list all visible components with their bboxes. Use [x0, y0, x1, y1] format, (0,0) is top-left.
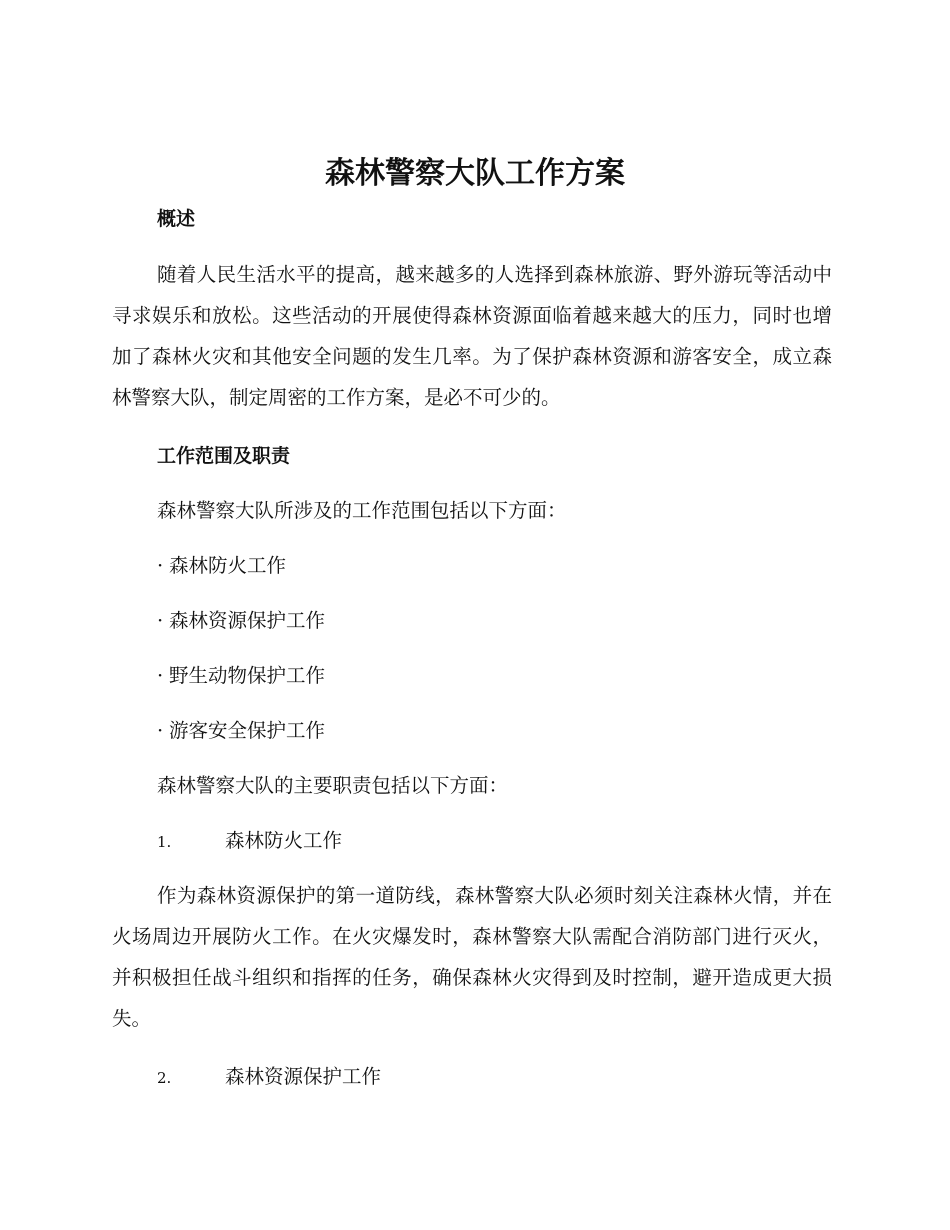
- bullet-dot: ·: [157, 554, 164, 577]
- bullet-dot: ·: [157, 664, 164, 687]
- section-heading-scope: 工作范围及职责: [157, 445, 291, 467]
- scope-item-text: 游客安全保护工作: [169, 719, 326, 742]
- scope-list-item: [157, 661, 325, 691]
- overview-paragraph: 随着人民生活水平的提高，越来越多的人选择到森林旅游、野外游玩等活动中寻求娱乐和放松。这些活动的开展使得森林资源面临着越来越大的压力，同时也增加了森林火灾和其他安全问题的发生几率。为了保护森林资源和游客安全，成立森林警察大队，制定周密的工作方案，是必不可少的。: [112, 263, 832, 409]
- scope-list-item: [157, 551, 286, 581]
- section-heading-overview: 概述: [157, 208, 196, 230]
- scope-list-item: [157, 716, 325, 746]
- duty-title: 森林资源保护工作: [225, 1065, 382, 1088]
- duty-heading: [157, 1062, 381, 1093]
- duties-intro: 森林警察大队的主要职责包括以下方面：: [157, 774, 509, 797]
- duty-paragraph: 作为森林资源保护的第一道防线，森林警察大队必须时刻关注森林火情，并在火场周边开展防火工作。在火灾爆发时，森林警察大队需配合消防部门进行灭火，并积极担任战斗组织和指挥的任务，确保森林火灾得到及时控制，避开造成更大损失。: [112, 884, 832, 1030]
- bullet-dot: ·: [157, 719, 164, 742]
- bullet-dot: ·: [157, 609, 164, 632]
- duty-number: 2.: [157, 1069, 172, 1087]
- scope-intro: 森林警察大队所涉及的工作范围包括以下方面：: [157, 499, 567, 522]
- scope-item-text: 野生动物保护工作: [169, 664, 326, 687]
- document-title: 森林警察大队工作方案: [325, 156, 625, 191]
- scope-item-text: 森林资源保护工作: [169, 609, 326, 632]
- duty-title: 森林防火工作: [225, 829, 343, 852]
- duty-number: 1.: [157, 833, 172, 851]
- duty-heading: [157, 826, 342, 857]
- scope-item-text: 森林防火工作: [169, 554, 287, 577]
- scope-list-item: [157, 606, 325, 636]
